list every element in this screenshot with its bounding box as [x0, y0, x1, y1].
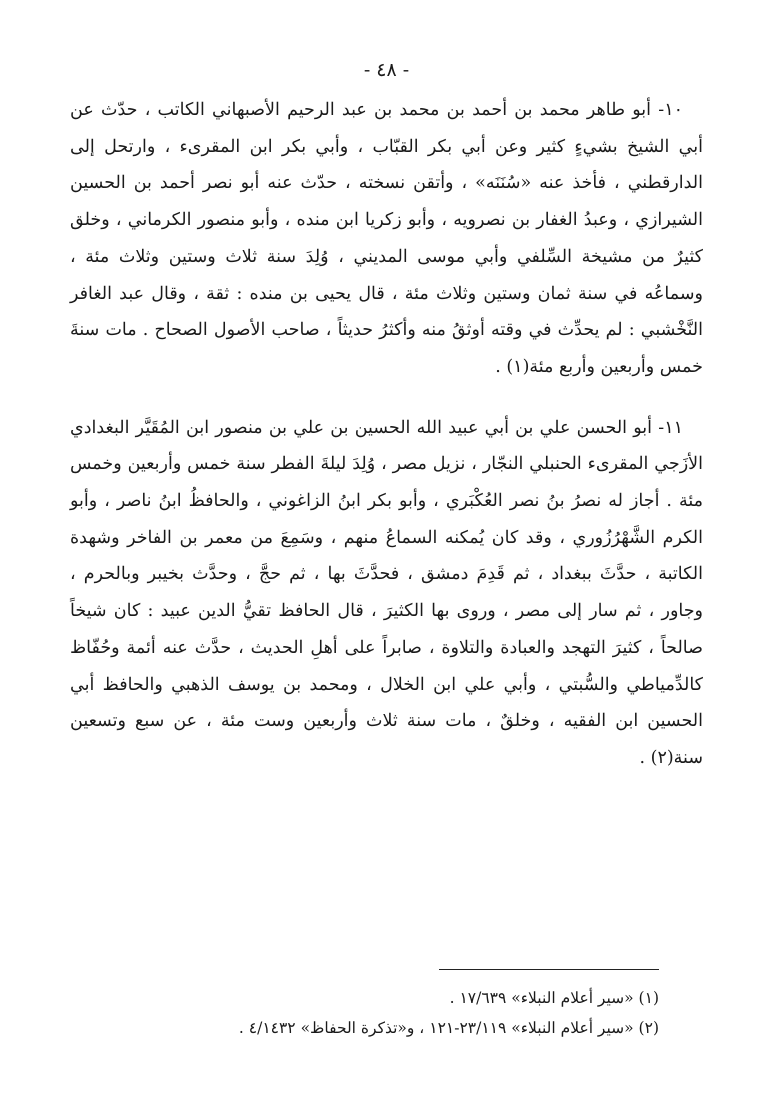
- page-number: - ٤٨ -: [363, 59, 410, 81]
- footnote-2: (٢) «سير أعلام النبلاء» ٢٣/١١٩-١٢١ ، و«تذكرة الحفاظ» ٤/١٤٣٢ .: [238, 1019, 659, 1037]
- footnote-1: (١) «سير أعلام النبلاء» ١٧/٦٣٩ .: [449, 989, 659, 1007]
- biography-entry-10: ١٠- أبو طاهر محمد بن أحمد بن محمد بن عبد الرحيم الأصبهاني الكاتب ، حدّث عن أبي الشيخ بشيءٍ كثير وعن أبي بكر القبّاب ، وأبي بكر ابن المقرىء ، وارتحل إلى الدارقطني ، فأخذ عنه «سُنَنَه» ، وأتقن نسخته ، حدّث عنه أبو نصر أحمد بن الحسين الشيرازي ، وعبدُ الغفار بن نصرويه ، وأبو زكريا ابن منده ، وأبو منصور الكرماني ، وخلق كثيرٌ من مشيخة السِّلفي وأبي موسى المديني ، وُلِدَ سنة ثلاث وستين وثلاث مئة ، وسماعُه في سنة ثمان وستين وثلاث مئة ، قال يحيى بن منده : ثقة ، وقال عبد الغافر النَّخْشبي : لم يحدِّث في وقته أوثقُ منه وأكثرُ حديثاً ، صاحب الأصول الصحاح . مات سنةَ خمس وأربعين وأربع مئة(١) .: [70, 100, 703, 377]
- biography-entry-11: ١١- أبو الحسن علي بن أبي عبيد الله الحسين بن علي بن منصور ابن المُقَيَّر البغدادي الأزَجي المقرىء الحنبلي النجّار ، نزيل مصر ، وُلِدَ ليلةَ الفطر سنة خمس وأربعين وخمس مئة . أجاز له نصرُ بنُ نصر العُكْبَري ، وأبو بكر ابنُ الزاغوني ، والحافظُ ابنُ ناصر ، وأبو الكرم الشَّهْرُزُوري ، وقد كان يُمكنه السماعُ منهم ، وسَمِعَ من معمر بن الفاخر وشهدة الكاتبة ، حدَّثَ ببغداد ، ثم قَدِمَ دمشق ، فحدَّثَ بها ، ثم حجَّ ، وحدَّث بخيبر وبالحرم ، وجاور ، ثم سار إلى مصر ، وروى بها الكثيرَ ، قال الحافظ تقيُّ الدين عبيد : كان شيخاً صالحاً ، كثيرَ التهجد والعبادة والتلاوة ، صابراً على أهلِ الحديث ، حدَّث عنه أئمة وحُفّاظ كالدِّمياطي والسُّبتي ، وأبي علي ابن الخلال ، ومحمد بن يوسف الذهبي والحافظ أبي الحسين ابن الفقيه ، وخلقٌ ، مات سنة ثلاث وأربعين وست مئة ، عن سبع وتسعين سنة(٢) .: [70, 417, 703, 768]
- footnotes: [70, 983, 659, 1043]
- footnote-divider: [439, 969, 659, 970]
